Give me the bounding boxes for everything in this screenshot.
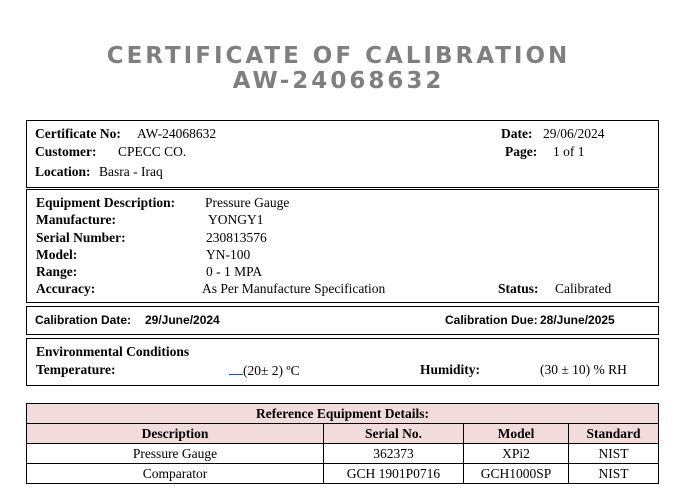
humidity-value: (30 ± 10) % RH — [540, 362, 627, 377]
customer-label: Customer: — [35, 144, 97, 159]
certificate-title: CERTIFICATE OF CALIBRATION — [106, 43, 571, 69]
temperature-label: Temperature: — [36, 362, 116, 377]
temperature-value-text: (20± 2) ºC — [243, 363, 300, 378]
serial-number-label: Serial Number: — [36, 230, 126, 245]
accuracy-value: As Per Manufacture Specification — [202, 281, 386, 296]
table-cell: XPi2 — [464, 444, 569, 464]
calibration-due-label: Calibration Due: — [445, 313, 538, 327]
model-label: Model: — [36, 247, 78, 262]
accuracy-label: Accuracy: — [36, 281, 96, 296]
page-value: 1 of 1 — [553, 144, 585, 159]
page-label: Page: — [505, 144, 538, 159]
status-label: Status: — [498, 281, 539, 296]
table-cell: NIST — [569, 444, 659, 464]
certificate-number-title: AW-24068632 — [232, 68, 445, 94]
humidity-label: Humidity: — [420, 362, 481, 377]
reference-table-heading: Reference Equipment Details: — [27, 404, 659, 424]
table-row — [27, 444, 659, 464]
environmental-heading: Environmental Conditions — [36, 344, 190, 359]
table-cell: 362373 — [324, 444, 464, 464]
column-header-standard: Standard — [569, 424, 659, 444]
location-label: Location: — [35, 164, 91, 179]
status-value: Calibrated — [555, 281, 612, 296]
date-value: 29/06/2024 — [543, 126, 605, 141]
table-cell: Pressure Gauge — [27, 444, 324, 464]
manufacture-label: Manufacture: — [36, 212, 116, 227]
blank-underline — [229, 362, 243, 375]
table-cell: Comparator — [27, 464, 324, 484]
reference-equipment-table — [26, 403, 659, 484]
table-cell: GCH1000SP — [464, 464, 569, 484]
manufacture-value: YONGY1 — [208, 212, 264, 227]
column-header-serial: Serial No. — [324, 424, 464, 444]
range-label: Range: — [36, 264, 78, 279]
cert-no-value: AW-24068632 — [137, 126, 217, 141]
equipment-description-value: Pressure Gauge — [205, 195, 290, 210]
serial-number-value: 230813576 — [206, 230, 267, 245]
date-label: Date: — [501, 126, 533, 141]
table-cell: NIST — [569, 464, 659, 484]
calibration-due-value: 28/June/2025 — [540, 313, 615, 327]
table-cell: GCH 1901P0716 — [324, 464, 464, 484]
location-value: Basra - Iraq — [99, 164, 163, 179]
column-header-model: Model — [464, 424, 569, 444]
range-value: 0 - 1 MPA — [206, 264, 263, 279]
customer-value: CPECC CO. — [118, 144, 187, 159]
equipment-description-label: Equipment Description: — [36, 195, 176, 210]
column-header-description: Description — [27, 424, 324, 444]
model-value: YN-100 — [206, 247, 251, 262]
temperature-value — [229, 362, 300, 379]
table-row — [27, 464, 659, 484]
calibration-date-value: 29/June/2024 — [145, 313, 220, 327]
calibration-date-label: Calibration Date: — [35, 313, 132, 327]
cert-no-label: Certificate No: — [35, 126, 121, 141]
